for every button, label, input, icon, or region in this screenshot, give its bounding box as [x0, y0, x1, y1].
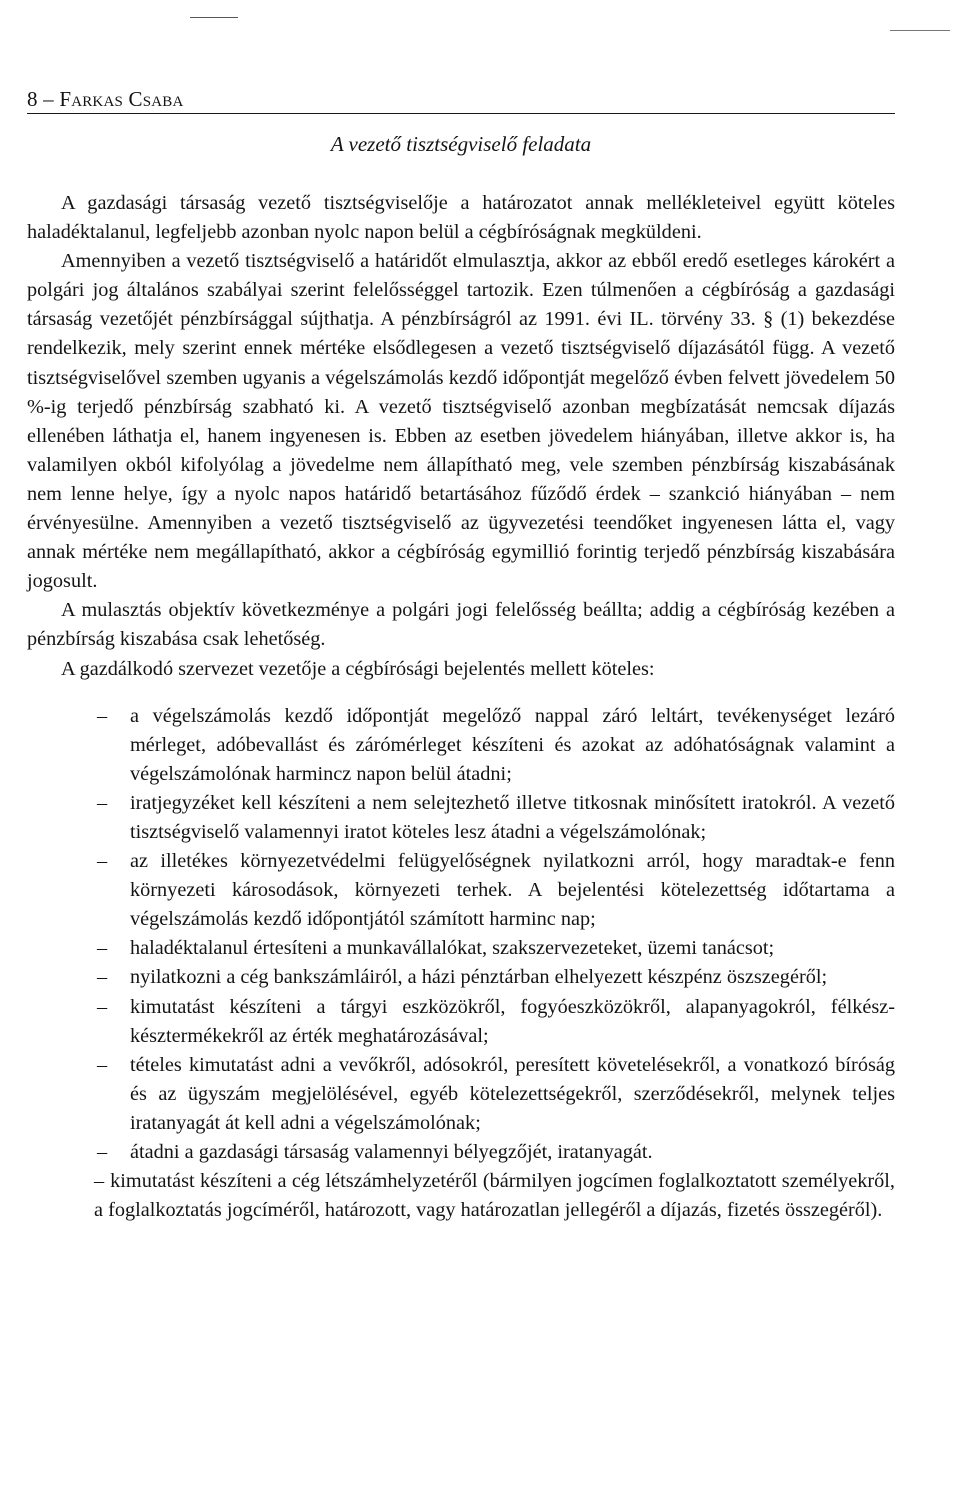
list-item	[97, 1138, 895, 1167]
running-head-separator: –	[43, 87, 54, 111]
list-dash: –	[94, 1170, 105, 1193]
list-item-text: az illetékes környezetvédelmi felügyelőségnek nyilatkozni arról, hogy maradtak-e fenn környezeti károsodások, környezeti terhek. A bejelentési kötelezettség időtartama a végelszámolás kezdő időpontjától számított harminc nap;	[130, 850, 895, 931]
list-item	[97, 702, 895, 789]
list-item	[97, 934, 895, 963]
scan-artifact-top	[190, 17, 238, 18]
list-item-text: nyilatkozni a cég bankszámláiról, a házi pénztárban elhelyezett készpénz öszszegéről;	[130, 966, 828, 989]
list-item	[94, 1167, 895, 1225]
duty-list	[27, 702, 895, 1226]
list-dash: –	[97, 791, 108, 814]
running-head-author: Farkas Csaba	[59, 87, 184, 111]
scan-artifact-top-right	[890, 30, 950, 31]
list-item-text: átadni a gazdasági társaság valamennyi bélyegzőjét, iratanyagát.	[130, 1141, 653, 1163]
body-text	[27, 189, 895, 1225]
list-dash: –	[97, 995, 108, 1018]
list-item-text: a végelszámolás kezdő időpontját megelőző nappal záró leltárt, tevékenységet lezáró mérleget, adóbevallást és zárómérleget készíteni és azokat az adóhatóságnak valamint a végelszámolónak harmincz napon belül átadni;	[130, 704, 895, 785]
list-item-text: haladéktalanul értesíteni a munkavállalókat, szakszervezeteket, üzemi tanácsot;	[130, 937, 775, 960]
paragraph: Amennyiben a vezető tisztségviselő a határidőt elmulasztja, akkor az ebből eredő esetleges károkért a polgári jog általános szabályai szerint felelősséggel tartozik. Ezen túlmenően a cégbíróság a gazdasági társaság vezetőjét pénzbírsággal sújthatja. A pénzbírságról az 1991. évi IL. törvény 33. § (1) bekezdése rendelkezik, mely szerint ennek mértéke elsődlegesen a vezető tisztségviselő díjazásától függ. A vezető tisztségviselővel szemben ugyanis a végelszámolás kezdő időpontját megelőző évben felvett jövedelem 50 %-ig terjedő pénzbírság szabható ki. A vezető tisztségviselő azonban megbízatását nemcsak díjazás ellenében láthatja el, hanem ingyenesen is. Ebben az esetben jövedelem hiányában, illetve akkor is, ha valamilyen okból kifolyólag a jövedelme nem állapítható meg, vele szemben pénzbírság kiszabásának nem lenne helye, így a nyolc napos határidő betartásához fűződő érdek – szankció hiányában – nem érvényesülne. Amennyiben a vezető tisztségviselő az ügyvezetési teendőket ingyenesen látta el, vagy annak mértéke nem megállapítható, akkor a cégbíróság egymillió forintig terjedő pénzbírság kiszabására jogosult.	[27, 250, 895, 593]
section-title: A vezető tisztségviselő feladata	[330, 132, 592, 156]
paragraph: A gazdasági társaság vezető tisztségviselője a határozatot annak mellékleteivel együtt köteles haladéktalanul, legfeljebb azonban nyolc napon belül a cégbíróságnak megküldeni.	[27, 192, 895, 244]
list-item-text: iratjegyzéket kell készíteni a nem selejtezhető illetve titkosnak minősített iratokról. A vezető tisztségviselő valamennyi iratot köteles lesz átadni a végelszámolónak;	[130, 791, 895, 843]
list-item	[97, 963, 895, 992]
list-item-text: kimutatást készíteni a cég létszámhelyzetéről (bármilyen jogcímen foglalkoztatott személyekről, a foglalkoztatás jogcíméről, határozott, vagy határozatlan jellegéről a díjazás, fizetés összegéről).	[94, 1170, 895, 1222]
list-item	[97, 1051, 895, 1138]
list-item	[97, 847, 895, 934]
duties-intro: A gazdálkodó szervezet vezetője a cégbírósági bejelentés mellett köteles:	[61, 657, 655, 680]
list-item-text: tételes kimutatást adni a vevőkről, adósokról, peresített követelésekről, a vonatkozó bíróság és az ügyszám megjelölésével, egyéb kötelezettségekről, szerződésekről, melynek teljes iratanyagát át kell adni a végelszámolónak;	[130, 1053, 895, 1134]
list-item	[97, 789, 895, 847]
list-dash: –	[97, 937, 108, 960]
list-dash: –	[97, 966, 108, 989]
list-dash: –	[97, 704, 108, 727]
list-dash: –	[97, 1053, 108, 1076]
running-head	[27, 86, 895, 114]
paragraph: A mulasztás objektív következménye a polgári jogi felelősség beállta; addig a cégbíróság kezében a pénzbírság kiszabása csak lehetőség.	[27, 599, 895, 651]
list-dash: –	[97, 1141, 108, 1163]
page-number: 8	[27, 87, 38, 111]
list-dash: –	[97, 850, 108, 873]
list-item-text: kimutatást készíteni a tárgyi eszközökről, fogyóeszközökről, alapanyagokról, félkész-késztermékekről az érték meghatározásával;	[130, 995, 895, 1047]
list-item	[97, 993, 895, 1051]
